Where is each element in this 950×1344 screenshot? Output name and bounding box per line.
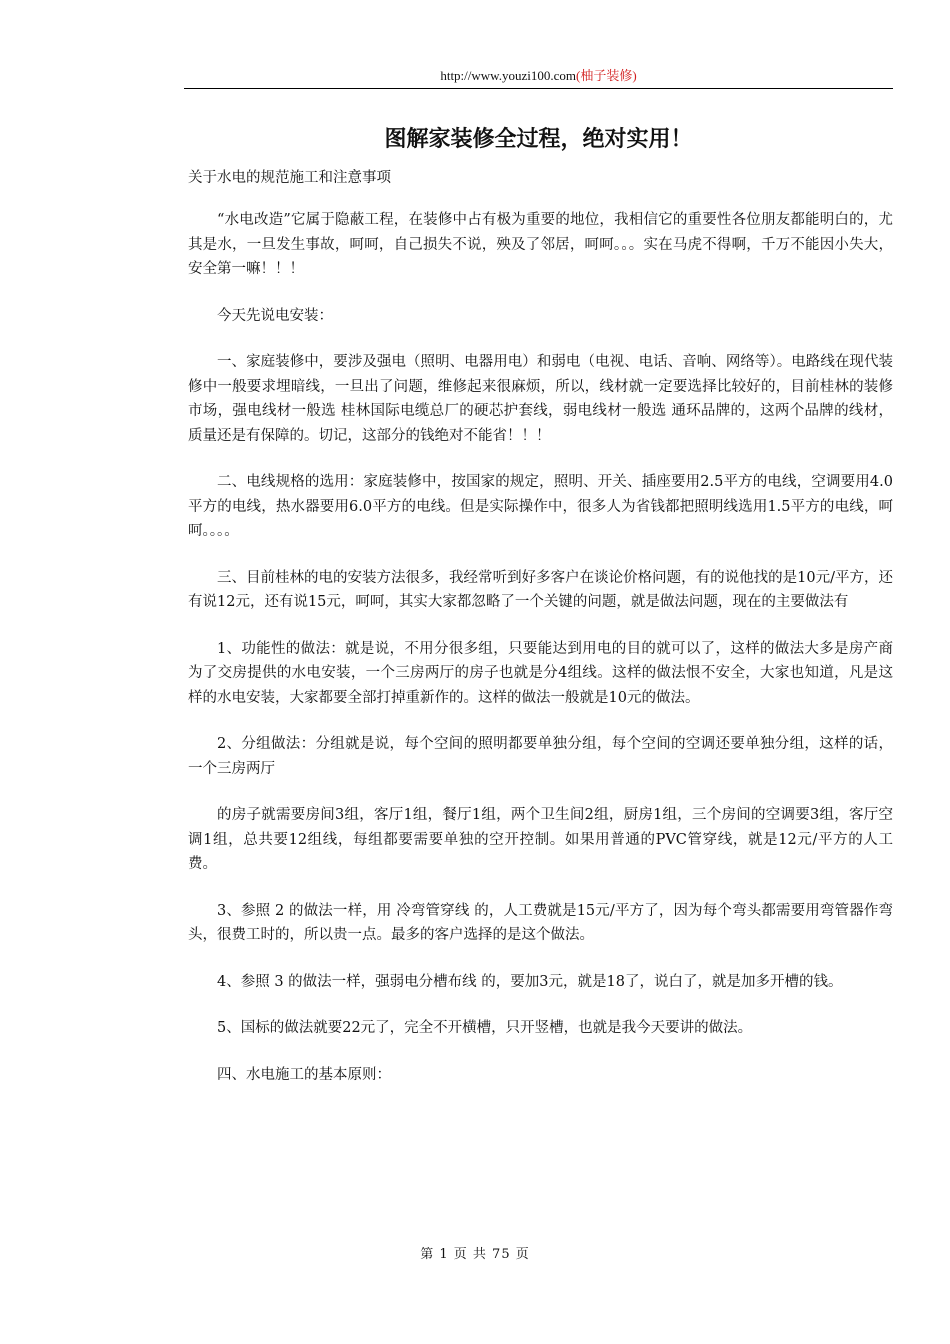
paragraph-method-1: 1、功能性的做法：就是说，不用分很多组，只要能达到用电的目的就可以了，这样的做法大多是房产商为了交房提供的水电安装，一个三房两厅的房子也就是分4组线。这样的做法恨不安全，大家也知道，凡是这样的水电安装，大家都要全部打掉重新作的。这样的做法一般就是10元的做法。 [188, 640, 893, 706]
paragraph-electric-heading: 今天先说电安装： [217, 307, 333, 324]
document-subtitle: 关于水电的规范施工和注意事项 [188, 170, 391, 186]
paragraph-section-2: 二、电线规格的选用：家庭装修中，按国家的规定，照明、开关、插座要用2.5平方的电线，空调要用4.0平方的电线，热水器要用6.0平方的电线。但是实际操作中，很多人为省钱都把照明线选用1.5平方的电线，呵呵。。。。 [188, 474, 893, 539]
document-title: 图解家装修全过程，绝对实用！ [384, 127, 693, 152]
paragraph-section-1: 一、家庭装修中，要涉及强电（照明、电器用电）和弱电（电视、电话、音响、网络等）。电路线在现代装修中一般要求埋暗线，一旦出了问题，维修起来很麻烦，所以，线材就一定要选择比较好的，目前桂林的装修市场，强电线材一般选 桂林国际电缆总厂的硬芯护套线，弱电线材一般选 通环品牌的，这两个品牌的线材，质量还是有保障的。切记，这部分的钱绝对不能省！！！ [188, 354, 893, 444]
paragraph-method-2-cont: 的房子就需要房间3组，客厅1组，餐厅1组，两个卫生间2组，厨房1组，三个房间的空调要3组，客厅空调1组，总共要12组线，每组都要需要单独的空开控制。如果用普通的PVC管穿线，就是12元/平方的人工费。 [188, 807, 893, 872]
paragraph-method-2: 2、分组做法：分组就是说，每个空间的照明都要单独分组，每个空间的空调还要单独分组，这样的话，一个三房两厅 [188, 736, 893, 777]
page-footer: 第 1 页 共 75 页 [420, 1247, 530, 1262]
paragraph-method-5: 5、国标的做法就要22元了，完全不开横槽，只开竖槽，也就是我今天要讲的做法。 [217, 1020, 753, 1036]
header-url: http://www.youzi100.com [440, 68, 576, 83]
page-header [184, 66, 893, 89]
paragraph-method-4: 4、参照 3 的做法一样，强弱电分槽布线 的，要加3元，就是18了，说白了，就是加多开槽的钱。 [217, 973, 843, 990]
paragraph-section-3: 三、目前桂林的电的安装方法很多，我经常听到好多客户在谈论价格问题，有的说他找的是10元/平方，还有说12元，还有说15元，呵呵，其实大家都忽略了一个关键的问题，就是做法问题，现在的主要做法有 [188, 569, 893, 610]
paragraph-section-4: 四、水电施工的基本原则： [217, 1066, 391, 1083]
paragraph-method-3: 3、参照 2 的做法一样，用 冷弯管穿线 的，人工费就是15元/平方了，因为每个弯头都需要用弯管器作弯头，很费工时的，所以贵一点。最多的客户选择的是这个做法。 [188, 902, 893, 943]
header-brand: (柚子装修) [575, 68, 637, 83]
paragraph-intro: “水电改造”它属于隐蔽工程，在装修中占有极为重要的地位，我相信它的重要性各位朋友都能明白的，尤其是水，一旦发生事故，呵呵，自己损失不说，殃及了邻居，呵呵。。。实在马虎不得啊，千万不能因小失大，安全第一嘛！！！ [188, 212, 893, 277]
document-body [188, 208, 893, 1109]
